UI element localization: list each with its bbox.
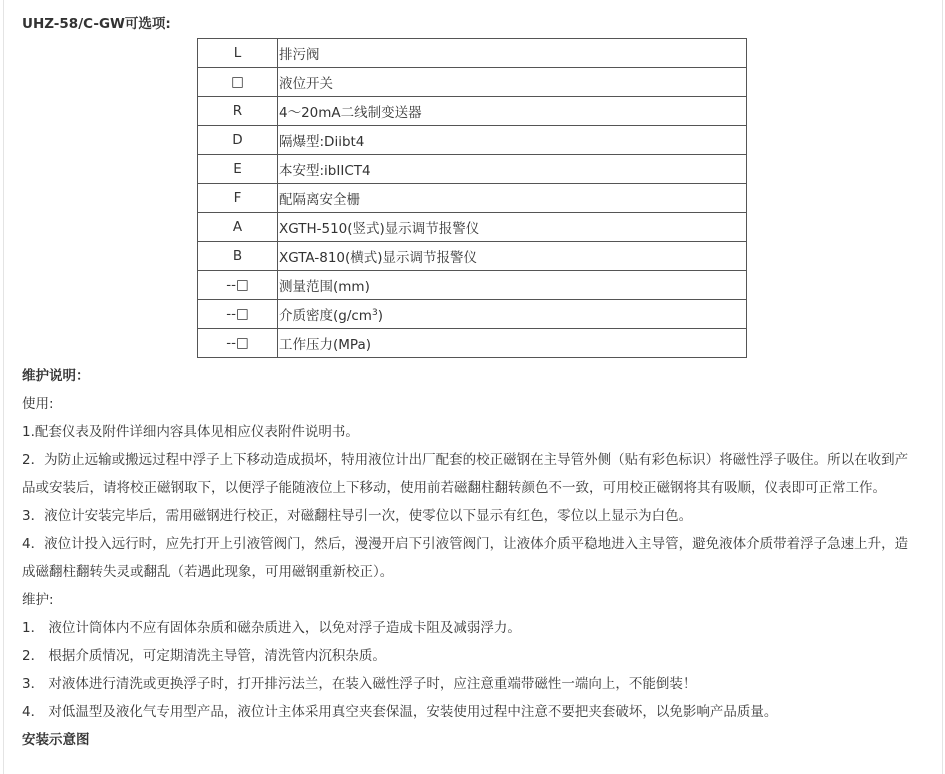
option-row [198,126,747,155]
maintenance-title: 维护说明： [22,368,90,384]
option-description [278,300,747,329]
maintenance-section [22,362,920,754]
maint-item-2: 2． 根据介质情况，可定期清洗主导管，清洗管内沉积杂质。 [22,648,386,664]
option-description-text: 液位开关 [279,76,333,92]
option-description-text: 隔爆型:Diibt4 [279,134,365,150]
option-description-text: 排污阀 [279,47,320,63]
option-code: □ [198,68,278,97]
option-description [278,213,747,242]
usage-item-4: 4．液位计投入远行时，应先打开上引液管阀门，然后，漫漫开启下引液管阀门，让液体介质平稳地进入主导管，避免液体介质带着浮子急速上升，造成磁翻柱翻转失灵或翻乱（若遇此现象，可用磁钢重新校正）。 [22,536,909,580]
option-code: R [198,97,278,126]
option-code: --□ [198,300,278,329]
options-title: UHZ-58/C-GW可选项: [22,16,171,32]
option-row [198,271,747,300]
option-description-text: XGTA-810(横式)显示调节报警仪 [279,250,478,266]
option-description-text: 介质密度(g/cm [279,308,372,324]
option-code: A [198,213,278,242]
left-border [3,0,4,774]
usage-item-3: 3．液位计安装完毕后，需用磁钢进行校正，对磁翻柱导引一次，使零位以下显示有红色，零位以上显示为白色。 [22,508,693,524]
right-border [942,0,943,774]
option-description-text: 工作压力(MPa) [279,337,371,353]
option-description-suffix: ) [377,308,383,324]
maint-label: 维护: [22,592,54,608]
option-code: F [198,184,278,213]
usage-item-2: 2．为防止远输或搬远过程中浮子上下移动造成损坏，特用液位计出厂配套的校正磁钢在主导管外侧（贴有彩色标识）将磁性浮子吸住。所以在收到产品或安装后，请将校正磁钢取下，以便浮子能随液位上下移动，使用前若磁翻柱翻转颜色不一致，可用校正磁钢将其有吸顺，仪表即可正常工作。 [22,452,909,496]
options-table [197,38,747,358]
option-description-superscript: 3 [371,308,378,318]
option-row [198,39,747,68]
option-row [198,97,747,126]
option-description [278,68,747,97]
option-row [198,68,747,97]
option-description [278,39,747,68]
option-description-text: 配隔离安全栅 [279,192,360,208]
usage-label: 使用: [22,396,54,412]
option-description-text: 测量范围(mm) [279,279,370,295]
option-code: E [198,155,278,184]
option-row [198,242,747,271]
option-code: L [198,39,278,68]
option-code: --□ [198,329,278,358]
usage-item-1: 1.配套仪表及附件详细内容具体见相应仪表附件说明书。 [22,424,359,440]
option-code: D [198,126,278,155]
option-description-text: 本安型:ibIICT4 [279,163,371,179]
maint-item-3: 3． 对液体进行清洗或更换浮子时，打开排污法兰，在装入磁性浮子时，应注意重端带磁性一端向上，不能倒装！ [22,676,697,692]
option-row [198,184,747,213]
maint-item-1: 1． 液位计筒体内不应有固体杂质和磁杂质进入，以免对浮子造成卡阻及减弱浮力。 [22,620,521,636]
option-description-text: 4～20mA二线制变送器 [279,105,422,121]
option-description [278,126,747,155]
option-description [278,271,747,300]
maint-item-4: 4． 对低温型及液化气专用型产品，液位计主体采用真空夹套保温，安装使用过程中注意不要把夹套破坏，以免影响产品质量。 [22,704,778,720]
option-row [198,300,747,329]
option-code: B [198,242,278,271]
option-row [198,329,747,358]
option-row [198,213,747,242]
option-description [278,155,747,184]
option-description [278,184,747,213]
option-description-text: XGTH-510(竖式)显示调节报警仪 [279,221,480,237]
install-diagram-title: 安装示意图 [22,732,90,748]
option-code: --□ [198,271,278,300]
option-row [198,155,747,184]
option-description [278,329,747,358]
option-description [278,97,747,126]
option-description [278,242,747,271]
